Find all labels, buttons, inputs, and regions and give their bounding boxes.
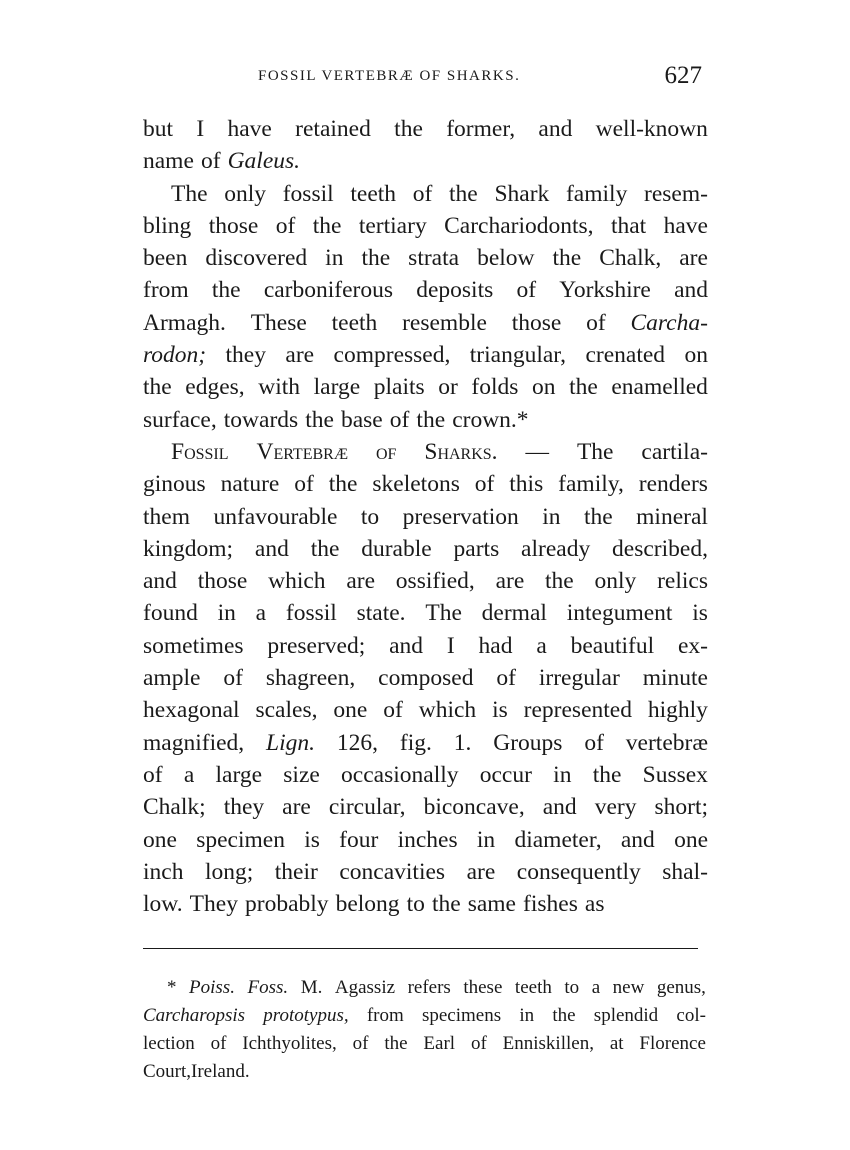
footnote-line: Carcharopsis prototypus, from specimens in the splendid col- (143, 1005, 706, 1026)
body-line: them unfavourable to preservation in the mineral (143, 503, 708, 530)
body-line: Armagh. These teeth resemble those of Carcha- (143, 309, 708, 336)
body-line: magnified, Lign. 126, fig. 1. Groups of vertebræ (143, 729, 708, 756)
footnote-line: Court, Ireland. (143, 1061, 250, 1082)
body-line: sometimes preserved; and I had a beautiful ex- (143, 632, 708, 659)
running-head: FOSSIL VERTEBRÆ OF SHARKS. (258, 68, 521, 84)
body-line: surface, towards the base of the crown.* (143, 406, 529, 433)
body-line: ginous nature of the skeletons of this family, renders (143, 471, 708, 498)
body-line: ample of shagreen, composed of irregular minute (143, 665, 708, 692)
page-header (143, 62, 708, 92)
page-number: 627 (664, 62, 702, 89)
footnote-divider (143, 948, 698, 949)
body-line: been discovered in the strata below the Chalk, are (143, 245, 708, 272)
footnote (143, 974, 706, 1086)
body-line: found in a fossil state. The dermal integument is (143, 600, 708, 627)
body-line: and those which are ossified, are the only relics (143, 568, 708, 595)
footnote-line: lection of Ichthyolites, of the Earl of Enniskillen, at Florence (143, 1033, 706, 1054)
body-line: The only fossil teeth of the Shark family resem- (171, 180, 708, 207)
body-line: rodon; they are compressed, triangular, crenated on (143, 342, 708, 369)
body-line: low. They probably belong to the same fishes as (143, 891, 605, 918)
body-line: one specimen is four inches in diameter, and one (143, 826, 708, 853)
body-line: name of Galeus. (143, 148, 301, 175)
body-line: bling those of the tertiary Carchariodonts, that have (143, 212, 708, 239)
body-line: the edges, with large plaits or folds on the enamelled (143, 374, 708, 401)
body-line: of a large size occasionally occur in the Sussex (143, 761, 708, 788)
body-line: from the carboniferous deposits of Yorkshire and (143, 277, 708, 304)
body-line: inch long; their concavities are consequently shal- (143, 858, 708, 885)
body-line: hexagonal scales, one of which is represented highly (143, 697, 708, 724)
body-line: but I have retained the former, and well-known (143, 116, 708, 142)
body-line: Chalk; they are circular, biconcave, and very short; (143, 794, 708, 821)
body-line: Fossil Vertebræ of Sharks. — The cartila- (171, 438, 708, 465)
body-text (143, 113, 708, 920)
body-line: kingdom; and the durable parts already described, (143, 535, 708, 562)
footnote-line: * Poiss. Foss. M. Agassiz refers these teeth to a new genus, (167, 977, 706, 998)
